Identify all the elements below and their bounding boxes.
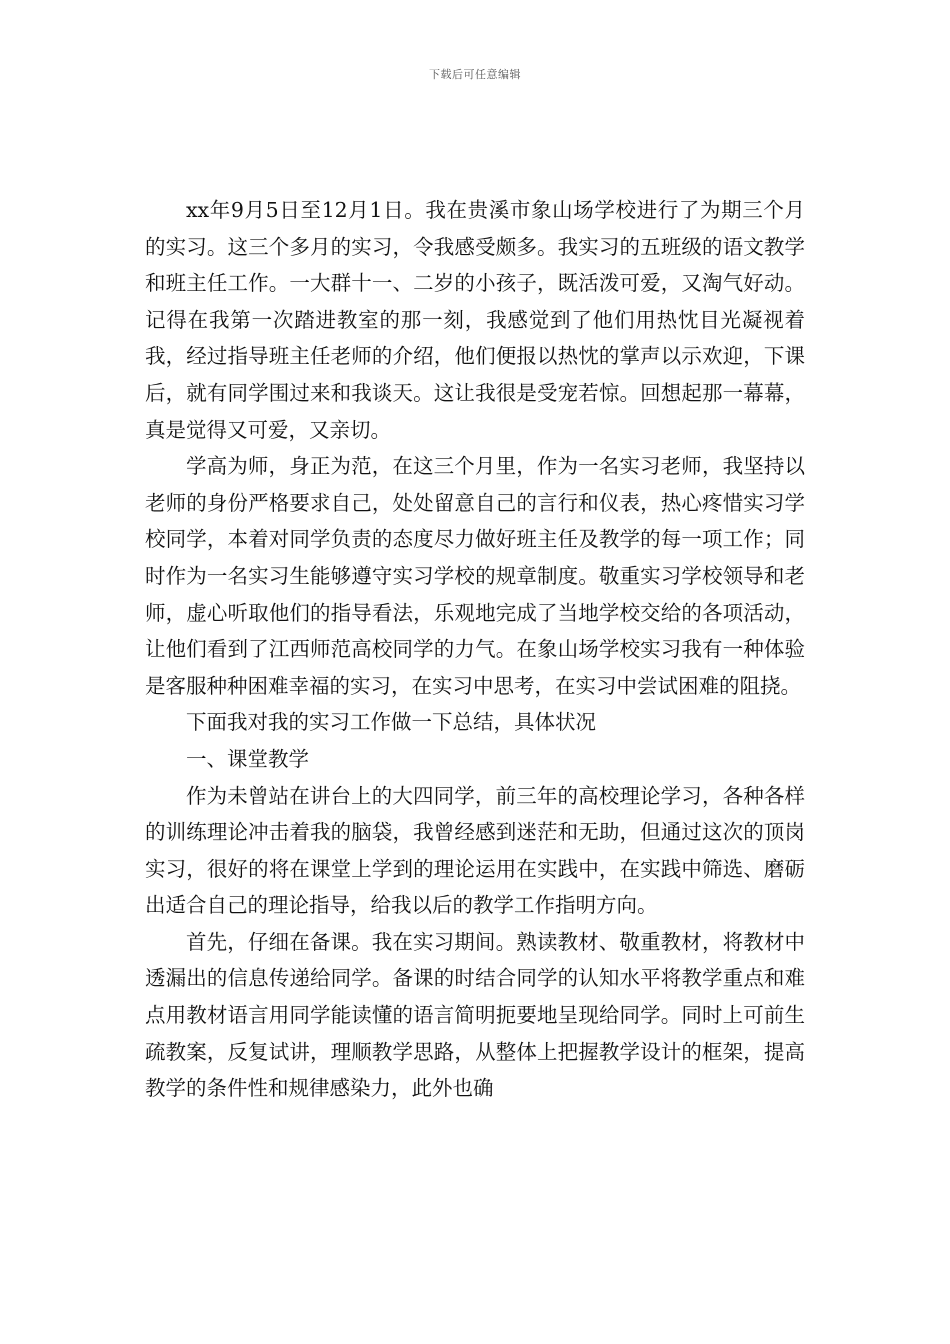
page-header: 下载后可任意编辑 xyxy=(429,68,521,81)
paragraph-lesson-preparation: 首先，仔细在备课。我在实习期间。熟读教材、敬重教材，将教材中透漏出的信息传递给同学。备课的时结合同学的认知水平将教学重点和难点用教材语言用同学能读懂的语言简明扼要地呈现给同学。同时上可前生疏教案，反复试讲，理顺教学思路，从整体上把握教学设计的框架，提高教学的条件性和规律感染力，此外也确 xyxy=(145,929,805,1101)
document-body xyxy=(145,192,805,1107)
section-heading-classroom-teaching: 一、课堂教学 xyxy=(186,746,309,771)
paragraph-theory-practice: 作为未曾站在讲台上的大四同学，前三年的高校理论学习，各种各样的训练理论冲击着我的脑袋，我曾经感到迷茫和无助，但通过这次的顶岗实习，很好的将在课堂上学到的理论运用在实践中，在实践中筛选、磨砺出适合自己的理论指导，给我以后的教学工作指明方向。 xyxy=(145,783,805,918)
paragraph-internship-intro: xx年9月5日至12月1日。我在贵溪市象山场学校进行了为期三个月的实习。这三个多月的实习，令我感受颇多。我实习的五班级的语文教学和班主任工作。一大群十一、二岁的小孩子，既活泼可爱，又淘气好动。记得在我第一次踏进教室的那一刻，我感觉到了他们用热忱目光凝视着我，经过指导班主任老师的介绍，他们便报以热忱的掌声以示欢迎，下课后，就有同学围过来和我谈天。这让我很是受宠若惊。回想起那一幕幕，真是觉得又可爱，又亲切。 xyxy=(145,198,805,442)
paragraph-summary-intro: 下面我对我的实习工作做一下总结，具体状况 xyxy=(186,710,596,735)
paragraph-teacher-conduct: 学高为师，身正为范，在这三个月里，作为一名实习老师，我坚持以老师的身份严格要求自己，处处留意自己的言行和仪表，热心疼惜实习学校同学，本着对同学负责的态度尽力做好班主任及教学的每一项工作；同时作为一名实习生能够遵守实习学校的规章制度。敬重实习学校领导和老师，虚心听取他们的指导看法，乐观地完成了当地学校交给的各项活动，让他们看到了江西师范高校同学的力气。在象山场学校实习我有一种体验是客服种种困难幸福的实习，在实习中思考，在实习中尝试困难的阻挠。 xyxy=(145,454,805,698)
